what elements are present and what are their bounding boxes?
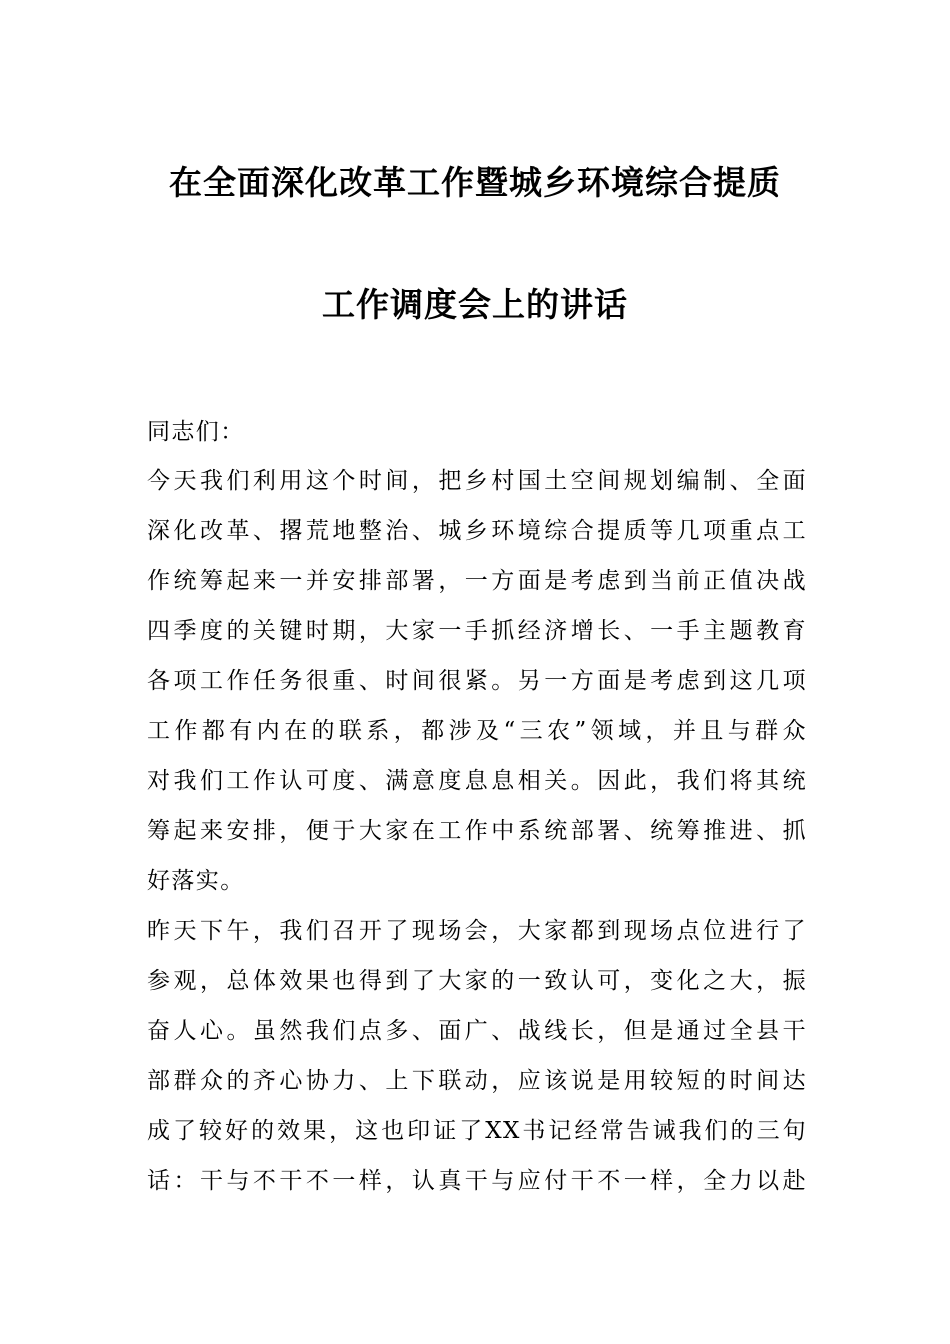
paragraph-2 [147, 906, 807, 1206]
paragraph-line: 好落实。 [147, 868, 245, 894]
paragraph-line: 筹起来安排，便于大家在工作中系统部署、统筹推进、抓 [147, 818, 807, 844]
paragraph-line: 部群众的齐心协力、上下联动，应该说是用较短的时间达 [147, 1068, 807, 1094]
paragraph-line: 四季度的关键时期，大家一手抓经济增长、一手主题教育 [147, 618, 807, 644]
paragraph-line: 奋人心。虽然我们点多、面广、战线长，但是通过全县干 [147, 1018, 807, 1044]
paragraph-line: 对我们工作认可度、满意度息息相关。因此，我们将其统 [147, 768, 807, 794]
paragraph-line: 工作都有内在的联系，都涉及“三农”领域，并且与群众 [147, 718, 807, 744]
paragraph-line: 参观，总体效果也得到了大家的一致认可，变化之大，振 [147, 968, 807, 994]
paragraph-line: 成了较好的效果，这也印证了XX书记经常告诫我们的三句 [147, 1118, 807, 1144]
document-title-line-1: 在全面深化改革工作暨城乡环境综合提质 [169, 163, 781, 202]
document-title-line-2: 工作调度会上的讲话 [322, 285, 628, 324]
paragraph-line: 深化改革、撂荒地整治、城乡环境综合提质等几项重点工 [147, 518, 807, 544]
paragraph-line: 各项工作任务很重、时间很紧。另一方面是考虑到这几项 [147, 668, 807, 694]
paragraph-line: 今天我们利用这个时间，把乡村国土空间规划编制、全面 [147, 468, 807, 494]
paragraph-1 [147, 456, 807, 906]
paragraph-line: 作统筹起来一并安排部署，一方面是考虑到当前正值决战 [147, 568, 807, 594]
paragraph-line: 话：干与不干不一样，认真干与应付干不一样，全力以赴 [147, 1168, 807, 1194]
salutation: 同志们： [147, 419, 245, 445]
paragraph-line: 昨天下午，我们召开了现场会，大家都到现场点位进行了 [147, 918, 807, 944]
